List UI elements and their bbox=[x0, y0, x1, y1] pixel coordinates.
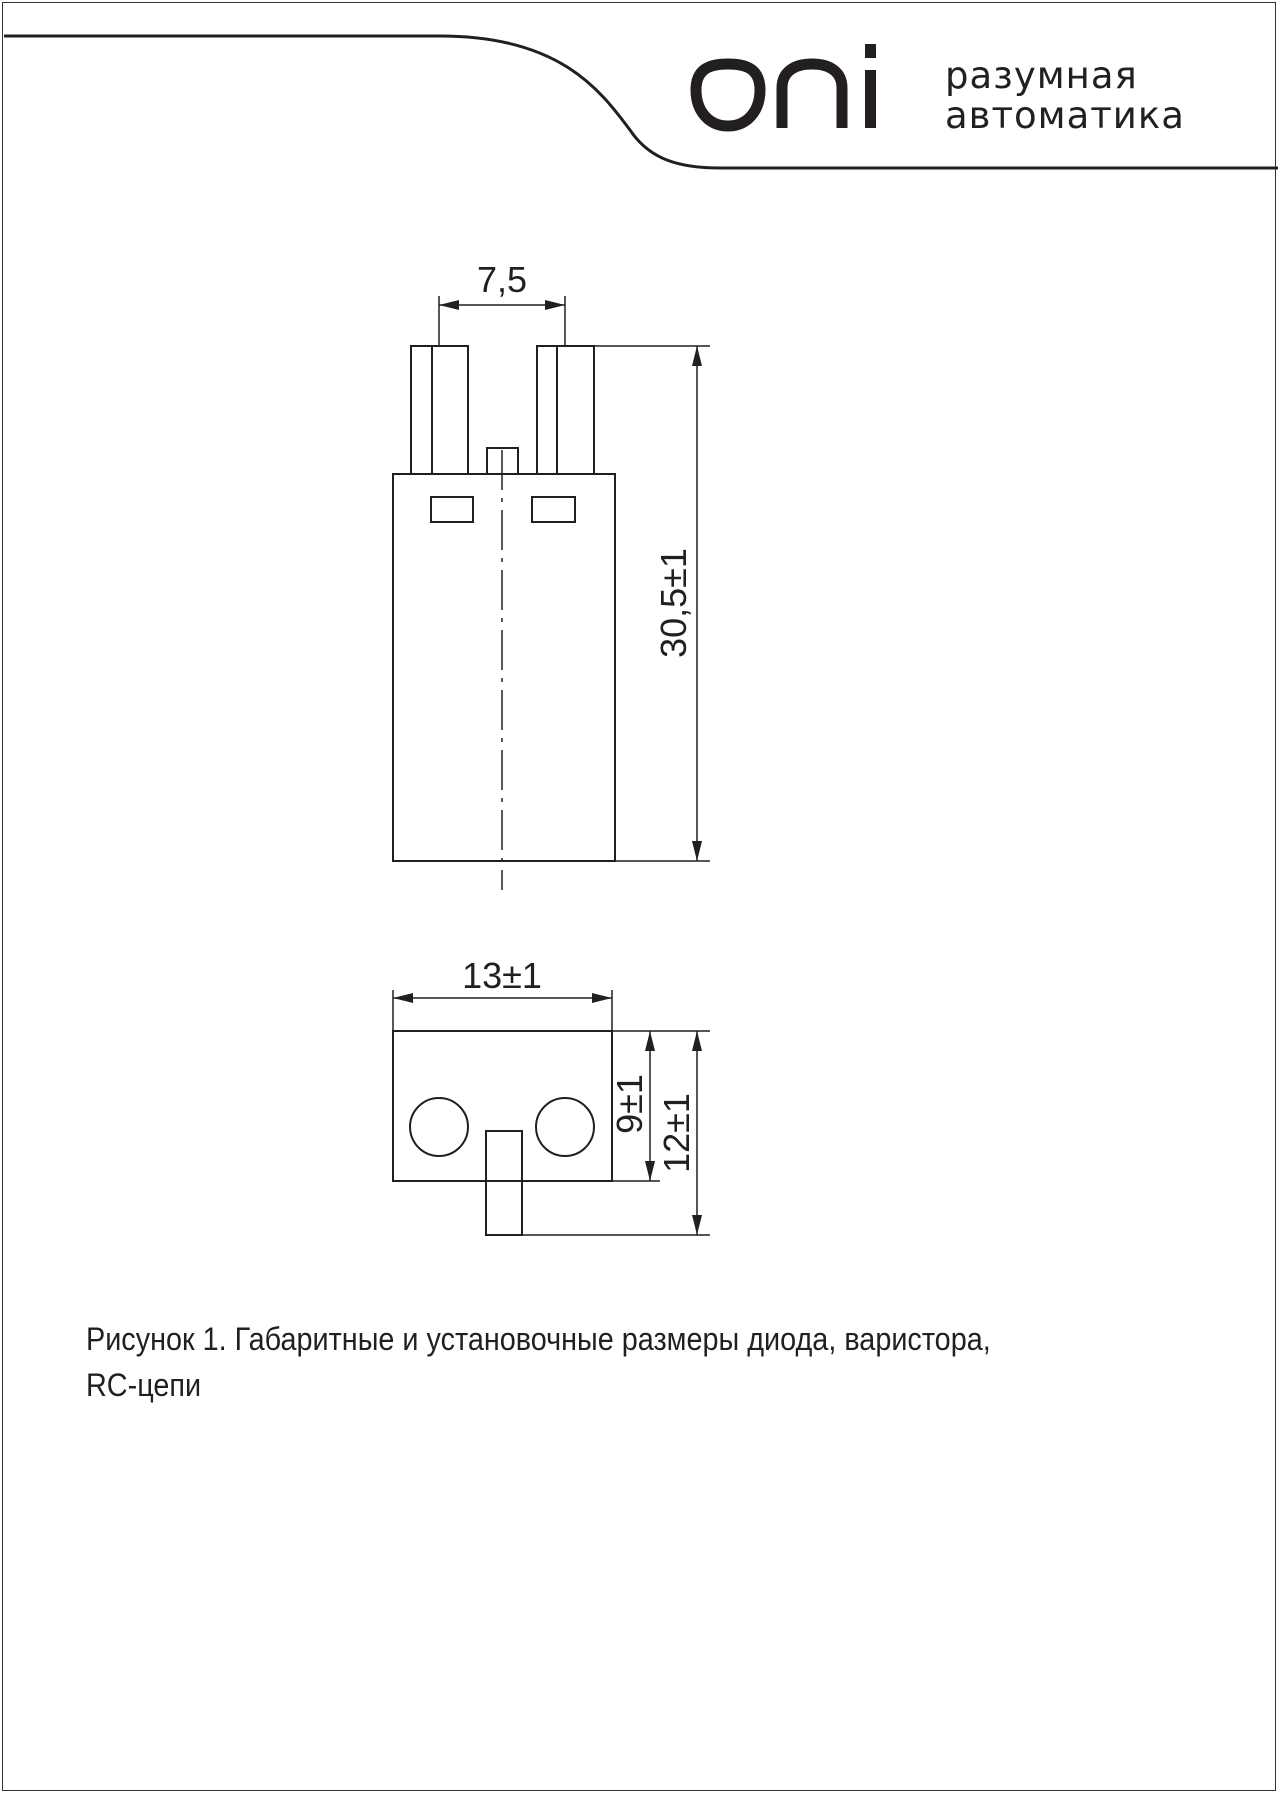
left-terminal-hole bbox=[410, 1098, 468, 1156]
tagline-line-1: разумная bbox=[945, 54, 1138, 97]
caption-line-2: RC-цепи bbox=[86, 1367, 202, 1403]
figure-caption bbox=[86, 1316, 1094, 1408]
bottom-tab bbox=[486, 1131, 522, 1235]
total-depth-label: 12±1 bbox=[656, 1093, 697, 1173]
body-depth-label: 9±1 bbox=[609, 1074, 650, 1134]
module-body-bottom-view bbox=[393, 1031, 612, 1181]
pin-spacing-label: 7,5 bbox=[476, 259, 528, 300]
width-label: 13±1 bbox=[462, 955, 542, 996]
tagline-line-2: автоматика bbox=[945, 94, 1185, 137]
module-body-top-view bbox=[393, 474, 615, 861]
caption-line-1: Рисунок 1. Габаритные и установочные размеры диода, варистора, bbox=[86, 1321, 991, 1357]
right-pin bbox=[537, 346, 594, 474]
left-window bbox=[431, 497, 473, 522]
left-pin bbox=[411, 346, 468, 474]
height-label: 30,5±1 bbox=[653, 548, 694, 658]
right-terminal-hole bbox=[536, 1098, 594, 1156]
right-window bbox=[532, 497, 575, 522]
